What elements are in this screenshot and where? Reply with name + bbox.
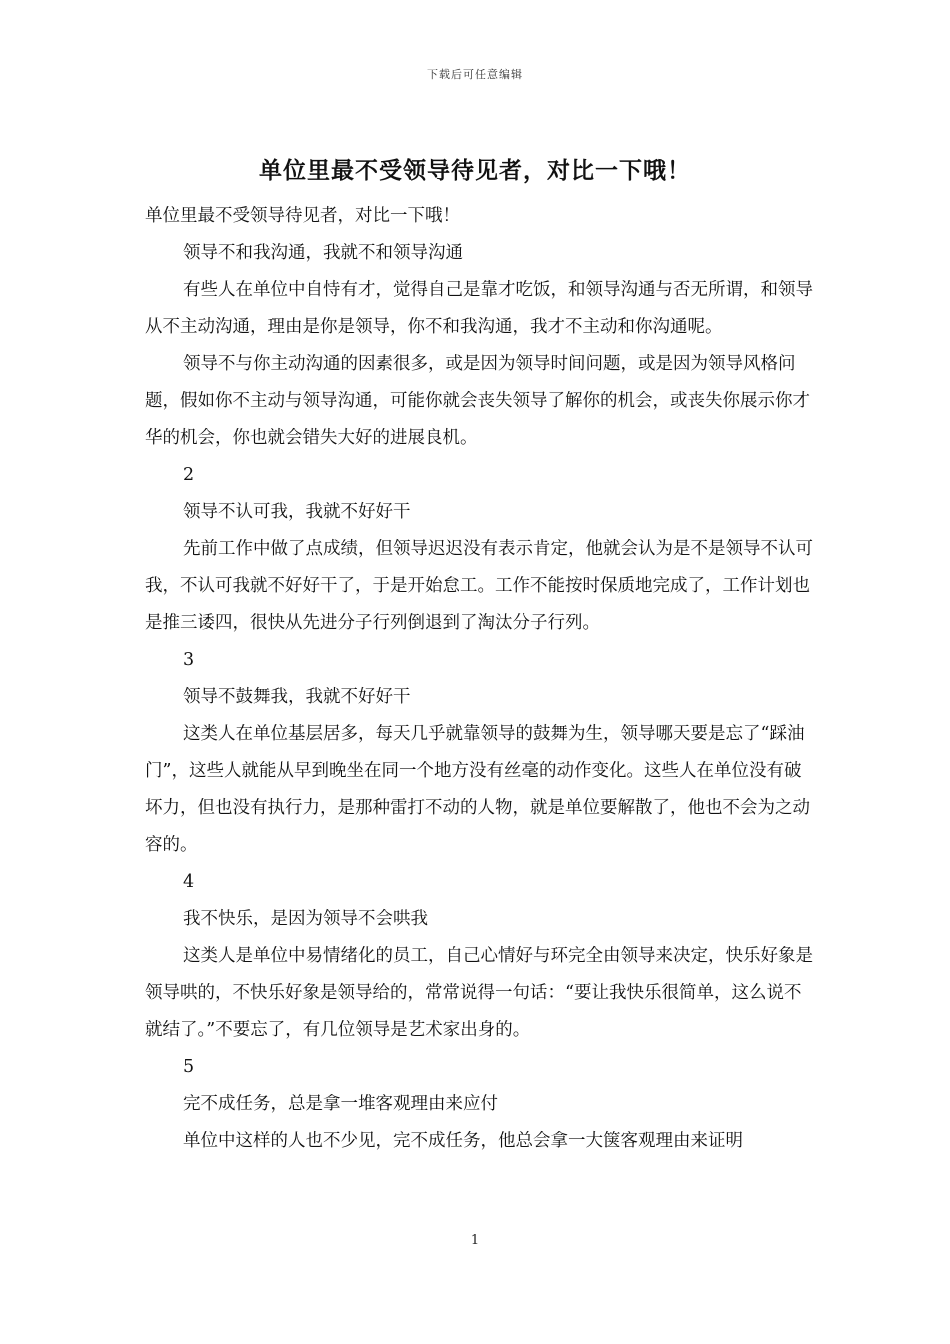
section-number: 4 — [183, 872, 195, 892]
page-number: 1 — [470, 1233, 480, 1248]
paragraph: 这类人在单位基层居多，每天几乎就靠领导的鼓舞为生，领导哪天要是忘了“踩油门”，这些人就能从早到晚坐在同一个地方没有丝毫的动作变化。这些人在单位没有破坏力，但也没有执行力，是那种雷打不动的人物，就是单位要解散了，他也不会为之动容的。 — [145, 724, 810, 855]
paragraph: 单位中这样的人也不少见，完不成任务，他总会拿一大箧客观理由来证明 — [183, 1131, 743, 1151]
document-body — [145, 198, 815, 1160]
section-number: 2 — [183, 465, 195, 485]
section-heading: 领导不鼓舞我，我就不好好干 — [183, 687, 411, 707]
section-heading: 领导不认可我，我就不好好干 — [183, 502, 411, 522]
paragraph: 有些人在单位中自恃有才，觉得自己是靠才吃饭，和领导沟通与否无所谓，和领导从不主动沟通，理由是你是领导，你不和我沟通，我才不主动和你沟通呢。 — [145, 280, 813, 337]
header-note: 下载后可任意编辑 — [427, 68, 523, 81]
section-number: 5 — [183, 1057, 195, 1077]
paragraph: 领导不和我沟通，我就不和领导沟通 — [183, 243, 463, 263]
paragraph: 这类人是单位中易情绪化的员工，自己心情好与环完全由领导来决定，快乐好象是领导哄的，不快乐好象是领导给的，常常说得一句话：“要让我快乐很简单，这么说不就结了。”不要忘了，有几位领导是艺术家出身的。 — [145, 946, 813, 1040]
paragraph: 领导不与你主动沟通的因素很多，或是因为领导时间问题，或是因为领导风格问题，假如你不主动与领导沟通，可能你就会丧失领导了解你的机会，或丧失你展示你才华的机会，你也就会错失大好的进展良机。 — [145, 354, 810, 448]
section-number: 3 — [183, 650, 195, 670]
paragraph: 先前工作中做了点成绩，但领导迟迟没有表示肯定，他就会认为是不是领导不认可我，不认可我就不好好干了，于是开始怠工。工作不能按时保质地完成了，工作计划也是推三诿四，很快从先进分子行列倒退到了淘汰分子行列。 — [145, 539, 813, 633]
paragraph: 单位里最不受领导待见者，对比一下哦！ — [145, 206, 460, 226]
section-heading: 完不成任务，总是拿一堆客观理由来应付 — [183, 1094, 498, 1114]
section-heading: 我不快乐，是因为领导不会哄我 — [183, 909, 428, 929]
document-title: 单位里最不受领导待见者，对比一下哦！ — [259, 157, 691, 184]
